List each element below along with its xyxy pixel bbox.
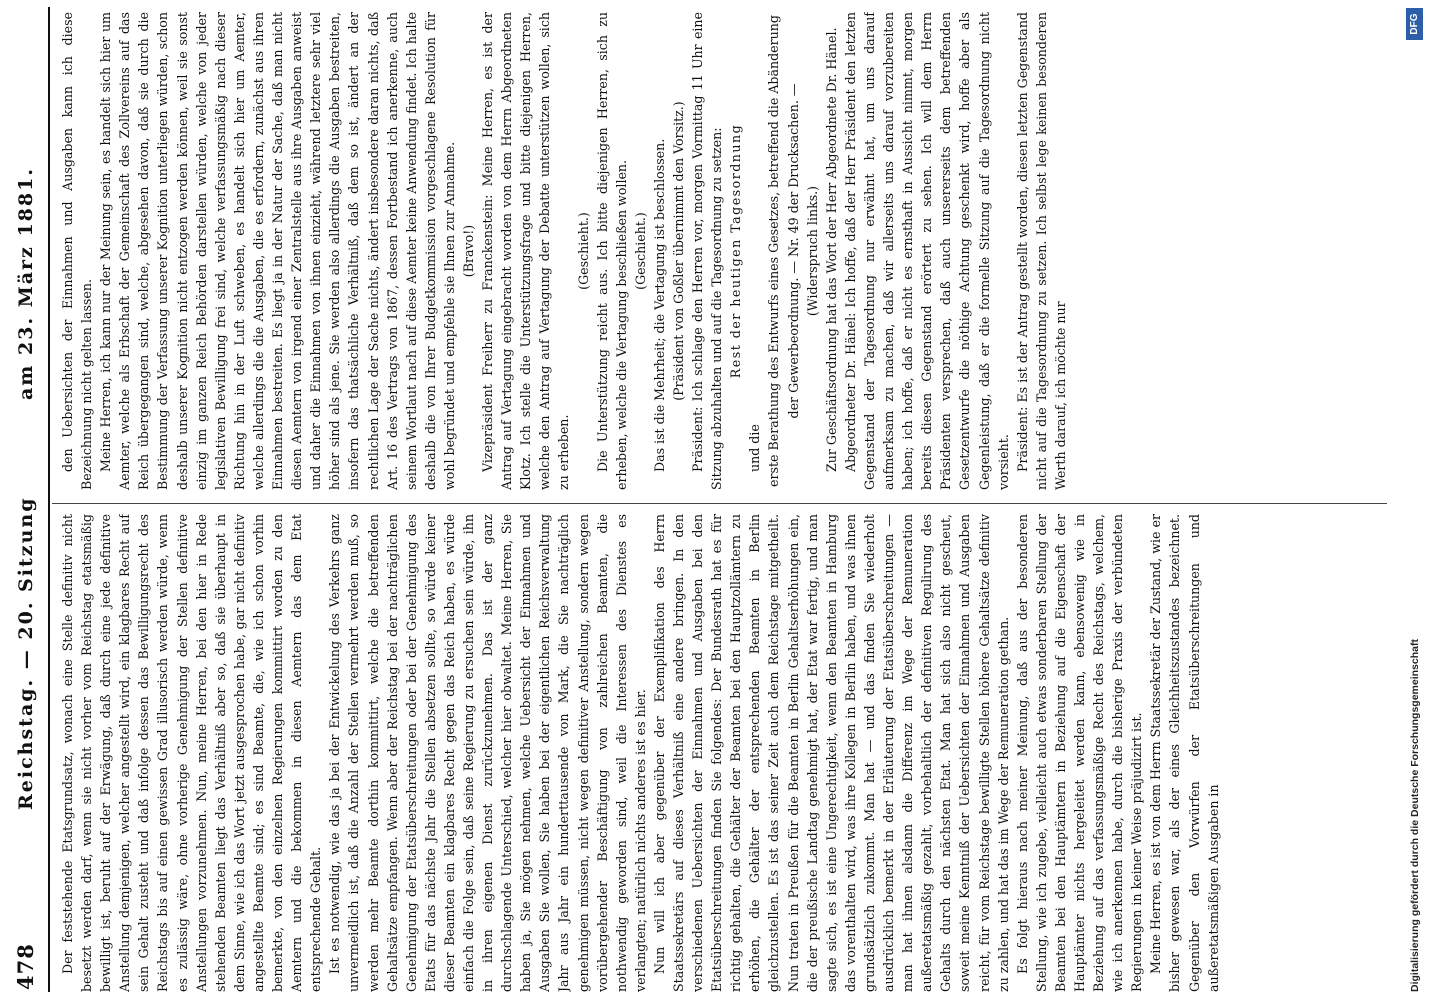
left-column <box>58 514 1383 992</box>
agenda-item: erste Berathung des Entwurfs eines Gesetzes, betreffend die Abänderung der Gewerbeordnung. — Nr. 49 der Drucksachen. — <box>766 15 801 487</box>
paragraph: Vizepräsident Freiherr zu Franckenstein: Meine Herren, es ist der Antrag auf Vertagung eingebracht worden von dem Herrn Abgeordneten Klotz. Ich stelle die Unterstützungsfrage und bitte diejenigen Herren, welche den Antrag auf Vertagung der Debatte unterstützen wollen, sich zu erheben. <box>480 12 572 490</box>
header-rule <box>48 7 50 992</box>
dfg-credit: Digitalisierung gefördert durch die Deutsche Forschungsgemeinschaft <box>1409 639 1421 992</box>
paragraph: Abgeordneter Dr. Hänel: Ich hoffe, daß der Herr Präsident den letzten Gegenstand der Tagesordnung nur erwähnt hat, um uns darauf aufmerksam zu machen, daß wir allerseits uns darauf vorzubereiten haben; ich hoffe, daß er nicht es ernsthaft in Aussicht nimmt, morgen bereits diesen Gegenstand erörtert zu sehen. Ich will dem Herrn Präsidenten versprechen, daß auch unsererseits dem betreffenden Gesetzentwurfe die nöthige Achtung geschenkt wird, hoffe aber als Gegenleistung, daß er die formelle Sitzung auf die Tagesordnung nicht vorsieht. <box>842 12 1011 490</box>
page-number: 478 <box>13 943 38 990</box>
running-head-date: am 23. März 1881. <box>15 167 37 400</box>
paragraph: Ist es notwendig, wie das ja bei der Entwickelung des Verkehrs ganz unvermeidlich ist, daß die Anzahl der Stellen vermehrt werden muß, so werden mehr Beamte dorthin kommittirt, welche die betreffenden Gehaltsätze empfangen. Wenn aber der Reichstag bei der nachträglichen Genehmigung der Etatsüberschreitungen oder bei der Genehmigung des Etats für das nächste Jahr die Stellen absetzen sollte, so würde keiner dieser Beamten ein klagbares Recht gegen das Reich haben, es würde einfach die Folge sein, daß seine Regierung zu ersuchen sein würde, ihn in ihren eigenen Dienst zurückzunehmen. Das ist der ganz durchschlagende Unterschied, welcher hier obwaltet. Meine Herren, Sie haben ja, Sie mögen nehmen, welche Uebersicht der Einnahmen und Ausgaben Sie wollen, Sie haben bei der eigentlichen Reichsverwaltung Jahr aus Jahr ein hunderttausende von Mark, die Sie nachträglich genehmigen müssen, nicht wegen definitiver Anstellung, sondern wegen vorübergehender Beschäftigung von zahlreichen Beamten, die nothwendig geworden sind, weil die Interessen des Dienstes es verlangten; natürlich nichts anderes ist es hier. <box>327 514 648 992</box>
dfg-logo-icon: DFG <box>1406 8 1423 40</box>
footer <box>1400 0 1430 1000</box>
paragraph: Der feststehende Etatsgrundsatz, wonach eine Stelle definitiv nicht besetzt werden darf, wenn sie nicht vorher vom Reichstag etatsmäßig bewilligt ist, beruht auf der Erwägung, daß durch eine jede definitive Anstellung demjenigen, welcher angestellt wird, ein klagbares Recht auf sein Gehalt zusteht und daß infolge dessen das Bewilligungsrecht des Reichstags bis auf einen gewissen Grad illusorisch werden würde, wenn es zulässig wäre, ohne vorherige Genehmigung der Stellen definitive Anstellungen vorzunehmen. Nun, meine Herren, bei den hier in Rede stehenden Beamten liegt das Verhältniß aber so, daß sie überhaupt in dem Sinne, wie ich das Wort jetzt ausgesprochen habe, gar nicht definitiv angestellte Beamte sind; es sind Beamte, die, wie ich schon vorhin bemerkte, von den einzelnen Regierungen kommittirt worden zu den Aemtern und die bekommen in diesen Aemtern das dem Etat entsprechende Gehalt. <box>60 514 324 992</box>
running-head-title: Reichstag. — 20. Sitzung <box>15 496 37 810</box>
stage-direction: (Geschieht.) <box>575 212 591 290</box>
column-divider <box>52 503 1387 504</box>
paragraph: Die Unterstützung reicht aus. Ich bitte diejenigen Herren, sich zu erheben, welche die Vertagung beschließen wollen. <box>594 12 629 490</box>
paragraph: Meine Herren, ich kann nur der Meinung sein, es handelt sich hier um Aemter, welche als Erbschaft der Gemeinschaft des Zollvereins auf das Reich übergegangen sind, welche, abgesehen davon, daß sie durch die Bestimmung der Verfassung unserer Kognition unterliegen würden, schon deshalb unserer Kognition nicht entzogen werden können, weil sie sonst einzig im ganzen Reich Behörden darstellen würden, welche von jeder legislativen Bewilligung frei sind, welche verfassungsmäßig nach dieser Richtung hin in der Luft schweben, es handelt sich hier um Aemter, welche allerdings die die Ausgaben, die es erfordern, zunächst aus ihren Einnahmen bestreiten. Es liegt ja in der Natur der Sache, daß man nicht diesen Aemtern von irgend einer Zentralstelle aus ihre Ausgaben anweist und daher die Einnahmen von ihnen einzieht, während letztere sehr viel höher sind als jene. Sie werden also allerdings die Ausgaben bestreiten, insofern das thatsächliche Verhältniß, daß dem so ist, ändert an der rechtlichen Lage der Sache nichts, ändert insbesondere daran nichts, daß Art. 16 des Vertrags von 1867, dessen Fortbestand ich anerkenne, auch seinem Wortlaut nach auf diese Aemter keine Anwendung findet. Ich halte deshalb die von Ihrer Budgetkommission vorgeschlagene Resolution für wohl begründet und empfehle sie Ihnen zur Annahme. <box>98 12 457 490</box>
paragraph: Es folgt hieraus nach meiner Meinung, daß aus der besonderen Stellung, wie ich zugebe, vielleicht auch etwas sonderbaren Stellung der Beamten bei den Hauptämtern in Beziehung auf die Eigenschaft der Hauptämter nichts hergeleitet werden kann, ebensowenig wie in Beziehung auf das verfassungsmäßige Recht des Reichstags, welchem, wie ich anerkennen habe, durch die bisherige Praxis der verbündeten Regierungen in keiner Weise präjudizirt ist. <box>1014 514 1145 992</box>
stage-direction: (Geschieht.) <box>632 212 648 290</box>
paragraph: Das ist die Mehrheit; die Vertagung ist beschlossen. <box>651 138 667 472</box>
agenda-item: Rest der heutigen Tagesordnung <box>728 123 744 379</box>
running-head <box>5 0 41 1000</box>
interjection: (Bravo!) <box>460 224 476 278</box>
paragraph: Zur Geschäftsordnung hat das Wort der Herr Abgeordnete Dr. Hänel. <box>823 27 839 472</box>
paragraph: Nun will ich aber gegenüber der Exemplifikation des Herrn Staatssekretärs auf dieses Verhältniß eine andere bringen. In den verschiedenen Uebersichten der Einnahmen und Ausgaben bei den Etatsüberschreitungen finden Sie folgendes: Der Bundesrath hat es für richtig gehalten, die Gehälter der Beamten bei den Hauptzollämtern zu erhöhen, die Gehälter der entsprechenden Beamten in Berlin gleichzustellen. Es ist das seiner Zeit auch dem Reichstage mitgetheilt. Nun traten in Preußen für die Beamten in Berlin Gehaltserhöhungen ein, die der preußische Landtag genehmigt hat, der Etat war fertig, und man sagte sich, es ist eine Ungerechtigkeit, wenn den Beamten in Hamburg das vorenthalten wird, was ihre Kollegen in Berlin haben, und was ihnen grundsätzlich zukommt. Man hat — und das finden Sie wiederholt ausdrücklich bemerkt in der Erläuterung der Etatsüberschreitungen — man hat ihnen alsdann die Differenz im Wege der Remuneration außeretatsmäßig gezahlt, vorbehaltlich der definitiven Regulirung des Gehalts durch den nächsten Etat. Man hat sich also nicht gescheut, soweit meine Kenntniß der Uebersichten der Einnahmen und Ausgaben reicht, für vom Reichstage bewilligte Stellen höhere Gehaltsätze definitiv zu zahlen, und hat das im Wege der Remuneration gethan. <box>651 514 1011 992</box>
paragraph: Meine Herren, es ist von dem Herrn Staatssekretär der Zustand, wie er bisher gewesen war, als der eines Gleichheitszustandes bezeichnet. Gegenüber den Vorwürfen der Etatsüberschreitungen und außeretatsmäßigen Ausgaben in <box>1148 514 1221 992</box>
interjection: (Widerspruch links.) <box>804 185 820 317</box>
stage-direction: (Präsident von Goßler übernimmt den Vorsitz.) <box>671 101 686 401</box>
paragraph: Präsident: Es ist der Antrag gestellt worden, diesen letzten Gegenstand nicht auf die Tagesordnung zu setzen. Ich selbst lege keinen besonderen Werth darauf, ich möchte nur <box>1014 12 1068 490</box>
paragraph: den Uebersichten der Einnahmen und Ausgaben kann ich diese Bezeichnung nicht gelten lassen. <box>60 12 95 490</box>
paragraph: und die <box>747 424 763 472</box>
paragraph: Präsident: Ich schlage den Herren vor, morgen Vormittag 11 Uhr eine Sitzung abzuhalten und auf die Tagesordnung zu setzen: <box>690 12 725 490</box>
right-column <box>58 12 1383 490</box>
